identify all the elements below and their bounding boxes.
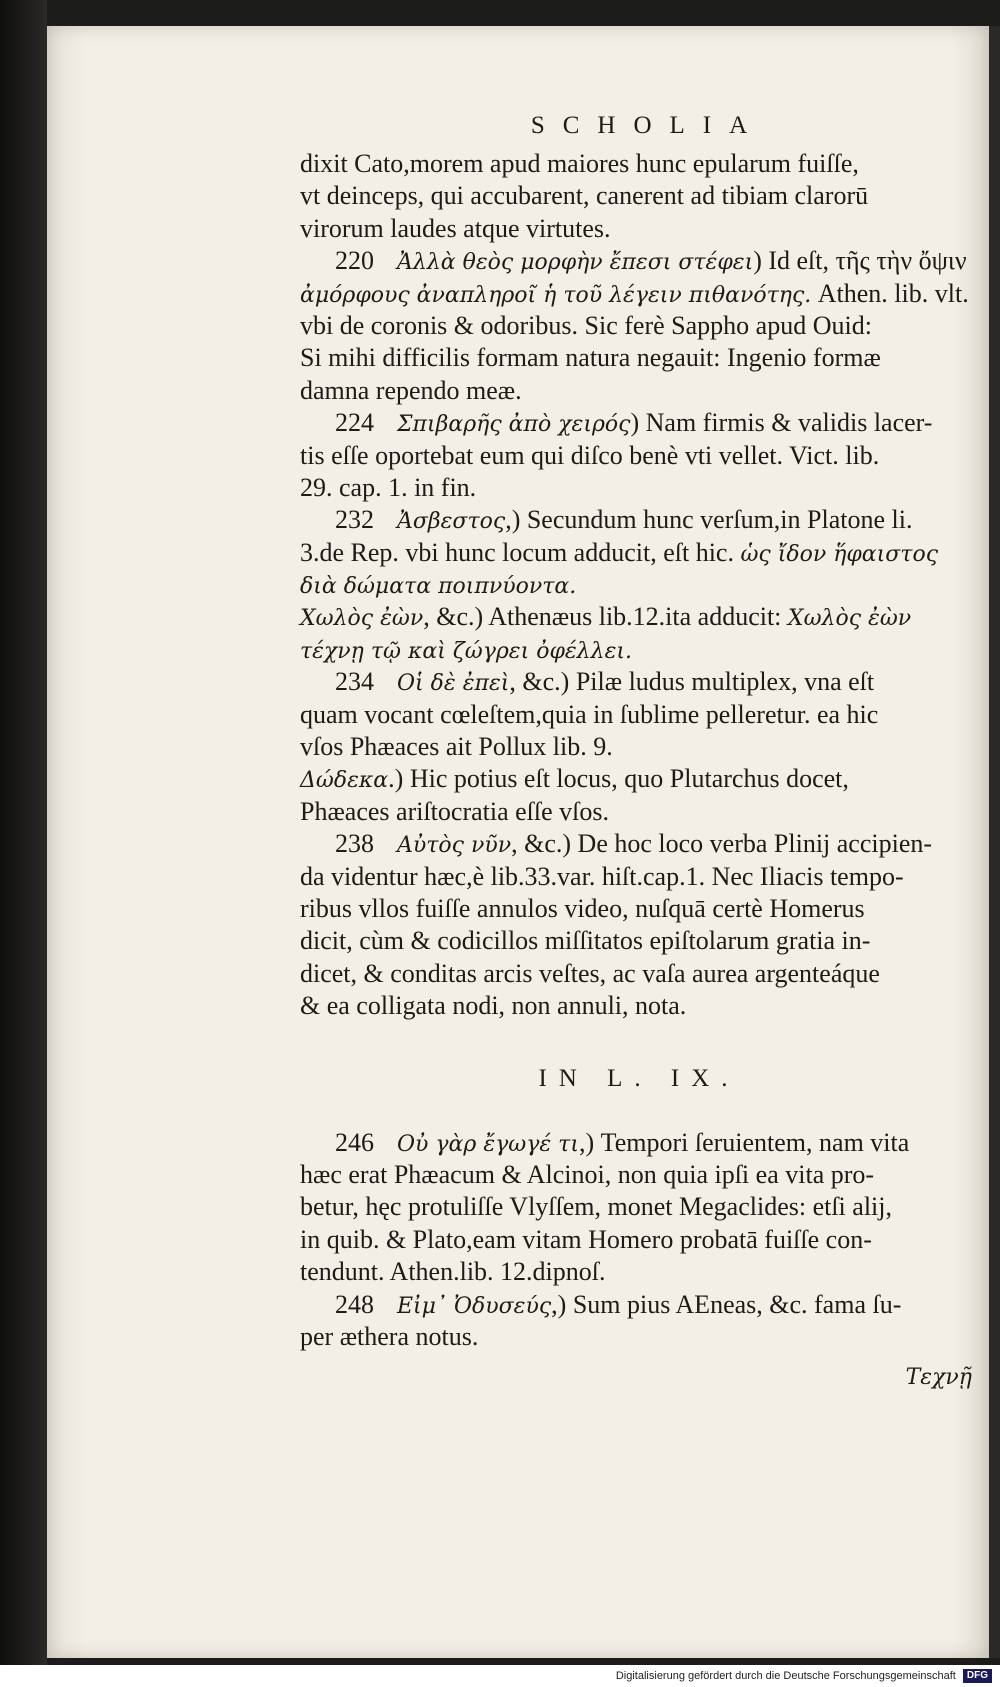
greek-lemma: Σπιβαρῆς ἀπὸ χειρός xyxy=(397,412,631,438)
text-line xyxy=(300,504,978,536)
latin-text: virorum laudes atque virtutes. xyxy=(300,213,611,243)
greek-quote: Χωλὸς ἐὼν xyxy=(787,606,912,632)
text-line xyxy=(300,1321,978,1353)
page-text xyxy=(300,110,978,1403)
latin-text: ,) Secundum hunc verſum,in Platone li. xyxy=(505,505,913,535)
latin-text: 29. cap. 1. in fin. xyxy=(300,472,477,502)
text-line xyxy=(300,990,978,1022)
text-line xyxy=(300,958,978,990)
dfg-logo: DFG xyxy=(963,1669,992,1683)
text-line xyxy=(300,861,978,893)
latin-text: vt deinceps, qui accubarent, canerent ad tibiam clarorū xyxy=(300,181,869,211)
latin-text: Si mihi difficilis formam natura negauit: Ingenio formæ xyxy=(300,343,881,373)
greek-lemma: Δώδεκα xyxy=(300,768,389,794)
latin-text: in quib. & Plato,eam vitam Homero probatā fuiſſe con- xyxy=(300,1224,872,1254)
page-edge xyxy=(989,26,1000,1658)
latin-text: ribus vllos fuiſſe annulos video, nuſquā certè Homerus xyxy=(300,893,865,923)
text-line xyxy=(300,731,978,763)
latin-text: ) Nam firmis & validis lacer- xyxy=(630,408,933,438)
latin-text: , &c.) De hoc loco verba Plinij accipien- xyxy=(511,829,933,859)
latin-text: , &c.) Pilæ ludus multiplex, vna eſt xyxy=(509,667,875,697)
text-line xyxy=(300,180,978,212)
verse-number: 224 xyxy=(335,408,374,438)
greek-lemma: Ἀσβεστος xyxy=(397,509,506,535)
verse-number: 232 xyxy=(335,505,374,535)
latin-text: ,) Tempori ſeruientem, nam vita xyxy=(578,1127,910,1157)
greek-lemma: διὰ δώματα ποιπνύοντα. xyxy=(300,574,577,600)
text-line xyxy=(300,245,978,277)
greek-lemma: Εἰμ᾽ Ὀδυσεύς xyxy=(397,1293,552,1319)
latin-text: tis eſſe oportebat eum qui diſco benè vti vellet. Vict. lib. xyxy=(300,440,880,470)
latin-text: , &c.) Athenæus lib.12.ita adducit: xyxy=(423,602,788,632)
text-line xyxy=(300,310,978,342)
greek-lemma: Αὐτὸς νῦν xyxy=(397,833,512,859)
text-line xyxy=(300,925,978,957)
book-binding xyxy=(0,0,47,1665)
greek-lemma: ἀμόρφους ἀναπληροῖ ἡ τοῦ λέγειν πιθανότης. xyxy=(300,282,812,308)
text-line xyxy=(300,440,978,472)
text-line xyxy=(300,375,978,407)
text-line xyxy=(300,278,978,310)
greek-lemma: Οὐ γὰρ ἔγωγέ τι xyxy=(397,1131,579,1157)
text-line xyxy=(300,893,978,925)
latin-text: Phæaces ariſtocratia eſſe vſos. xyxy=(300,796,610,826)
text-line xyxy=(300,828,978,860)
verse-number: 246 xyxy=(335,1127,374,1157)
text-line xyxy=(300,1224,978,1256)
verse-number: 238 xyxy=(335,829,374,859)
text-line xyxy=(300,1159,978,1191)
text-block-book-9 xyxy=(300,1127,978,1354)
text-line xyxy=(300,213,978,245)
text-line xyxy=(300,763,978,795)
text-line xyxy=(300,1289,978,1321)
latin-text: tendunt. Athen.lib. 12.dipnoſ. xyxy=(300,1257,606,1287)
latin-text: vbi de coronis & odoribus. Sic ferè Sappho apud Ouid: xyxy=(300,310,872,340)
catchword: Τεχνῇ xyxy=(905,1365,972,1391)
latin-text: & ea colligata nodi, non annuli, nota. xyxy=(300,991,687,1021)
verse-number: 220 xyxy=(335,246,374,276)
latin-text: betur, hęc protuliſſe Vlyſſem, monet Megaclides: etſi alij, xyxy=(300,1192,892,1222)
latin-text: damna rependo meæ. xyxy=(300,375,522,405)
latin-text: per æthera notus. xyxy=(300,1321,479,1351)
text-line xyxy=(300,699,978,731)
text-line xyxy=(300,601,978,633)
text-line xyxy=(300,1256,978,1288)
greek-lemma: τέχνῃ τῷ καὶ ζώγρει ὀφέλλει. xyxy=(300,638,632,664)
latin-text: hæc erat Phæacum & Alcinoi, non quia ipſi ea vita pro- xyxy=(300,1159,875,1189)
latin-text: 3.de Rep. vbi hunc locum adducit, eſt hic. xyxy=(300,537,741,567)
latin-text: ) Id eſt, τῆς τὴν ὄψιν xyxy=(753,246,967,276)
text-line xyxy=(300,407,978,439)
text-line xyxy=(300,1127,978,1159)
text-line xyxy=(300,342,978,374)
greek-quote: ὡς ἴδον ἥφαιστος xyxy=(740,541,939,567)
latin-text: da videntur hæc,è lib.33.var. hiſt.cap.1. Nec Iliacis tempo- xyxy=(300,861,904,891)
digitization-footer xyxy=(0,1665,1000,1687)
latin-text: dicit, cùm & codicillos miſſitatos epiſtolarum gratia in- xyxy=(300,926,871,956)
greek-lemma: Οἱ δὲ ἐπεὶ xyxy=(397,671,510,697)
latin-text: Athen. lib. vlt. xyxy=(811,278,969,308)
text-line xyxy=(300,537,978,569)
text-line xyxy=(300,472,978,504)
latin-text: vſos Phæaces ait Pollux lib. 9. xyxy=(300,732,613,762)
latin-text: ,) Sum pius AEneas, &c. fama ſu- xyxy=(551,1289,902,1319)
text-line xyxy=(300,634,978,666)
verse-number: 248 xyxy=(335,1289,374,1319)
text-block-book-8 xyxy=(300,148,978,1023)
footer-credit: Digitalisierung gefördert durch die Deutsche Forschungsgemeinschaft xyxy=(615,1670,956,1682)
greek-lemma: Ἀλλὰ θεὸς μορφὴν ἔπεσι στέφει xyxy=(397,250,754,276)
latin-text: .) Hic potius eſt locus, quo Plutarchus docet, xyxy=(388,764,849,794)
text-line xyxy=(300,666,978,698)
latin-text: dicet, & conditas arcis veſtes, ac vaſa aurea argenteáque xyxy=(300,958,880,988)
text-line xyxy=(300,796,978,828)
running-head: SCHOLIA xyxy=(530,112,766,139)
text-line xyxy=(300,1191,978,1223)
latin-text: dixit Cato,morem apud maiores hunc epularum fuiſſe, xyxy=(300,149,859,178)
verse-number: 234 xyxy=(335,667,374,697)
text-line xyxy=(300,148,978,180)
section-title: IN L. IX. xyxy=(538,1064,740,1092)
text-line xyxy=(300,569,978,601)
greek-lemma: Χωλὸς ἐὼν xyxy=(300,606,424,632)
latin-text: quam vocant cœleſtem,quia in ſublime pelleretur. ea hic xyxy=(300,699,879,729)
